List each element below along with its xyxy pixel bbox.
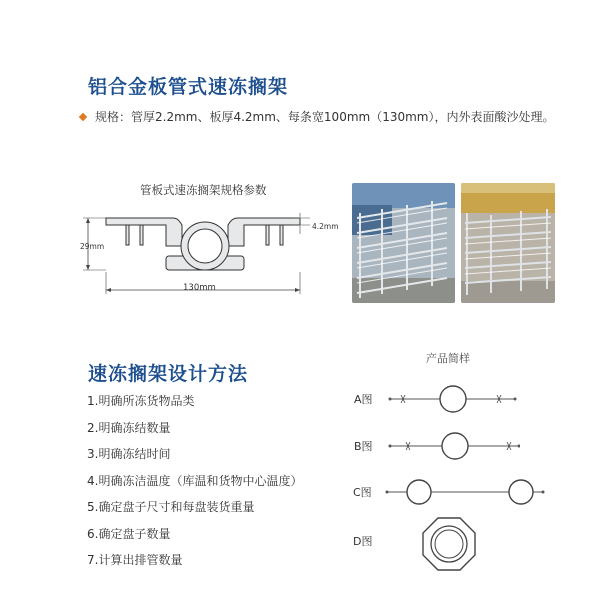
right-plate	[228, 218, 300, 246]
left-plate	[106, 218, 182, 246]
samples-title: 产品简样	[426, 352, 470, 365]
list-item: 1.明确所冻货物品类	[87, 394, 195, 408]
design-steps-list	[87, 388, 302, 574]
spec-text: 规格：管厚2.2mm、板厚4.2mm、每条宽100mm（130mm），内外表面酸沙处理。	[95, 110, 555, 124]
width-label: 130mm	[183, 283, 216, 293]
list-item: 6.确定盘子数量	[87, 526, 171, 541]
list-item: 2.明确冻结数量	[87, 420, 171, 435]
sample-label-a: A图	[354, 393, 373, 406]
list-item: 3.明确冻结时间	[87, 447, 171, 461]
diamond-bullet-icon	[79, 113, 87, 121]
list-item: 4.明确冻洁温度（库温和货物中心温度）	[87, 473, 303, 488]
fin-1	[126, 225, 129, 245]
sample-b-drawing	[385, 429, 520, 463]
diagram-title: 管板式速冻搁架规格参数	[140, 183, 267, 197]
height-label: 29mm	[80, 242, 105, 251]
sample-label-b: B图	[354, 440, 373, 453]
rack-photo-1	[352, 183, 455, 303]
thickness-label: 4.2mm	[312, 222, 339, 231]
inner-tube	[188, 229, 222, 263]
rack-photo-2	[461, 183, 555, 303]
spec-line	[80, 108, 555, 125]
list-item: 7.计算出排管数量	[87, 553, 183, 567]
sample-d-drawing	[420, 515, 478, 573]
sample-a-drawing	[385, 382, 520, 416]
fin-2	[140, 225, 143, 245]
sample-c-drawing	[385, 475, 545, 509]
fin-3	[266, 225, 269, 245]
sample-label-c: C图	[353, 486, 372, 499]
sample-label-d: D图	[353, 535, 373, 548]
design-title: 速冻搁架设计方法	[88, 363, 249, 385]
list-item: 5.确定盘子尺寸和每盘装货重量	[87, 500, 255, 514]
page-title: 铝合金板管式速冻搁架	[88, 76, 289, 98]
fin-4	[280, 225, 283, 245]
